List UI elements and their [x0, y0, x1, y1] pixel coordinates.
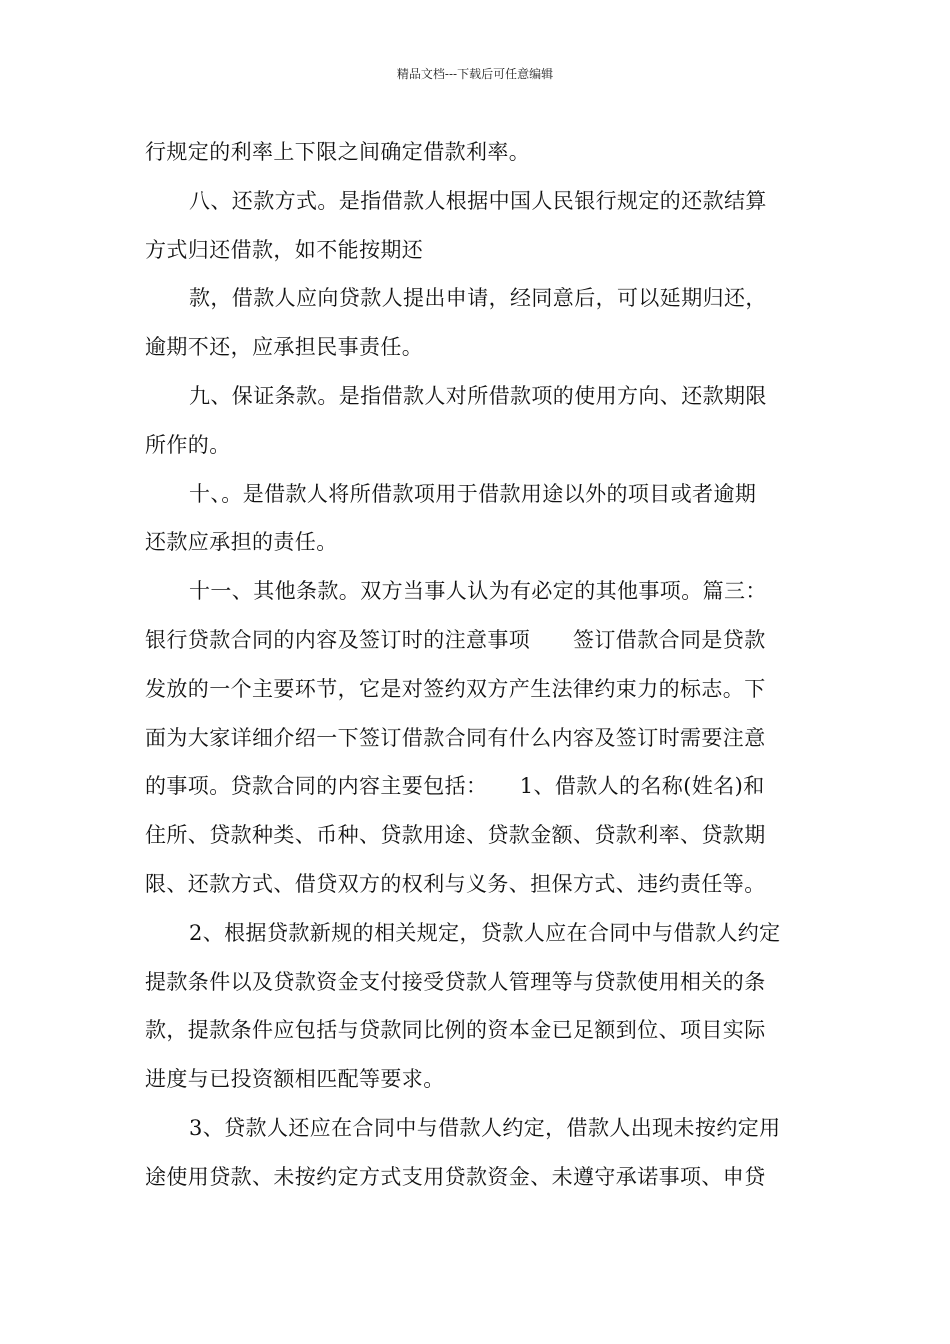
text-line: 途使用贷款、未按约定方式支用贷款资金、未遵守承诺事项、申贷: [145, 1164, 766, 1189]
text-line: 十一、其他条款。双方当事人认为有必定的其他事项。篇三：: [189, 579, 767, 604]
text-line: 还款应承担的责任。: [145, 530, 338, 555]
text-line: 逾期不还，应承担民事责任。: [145, 335, 424, 360]
text-line: 行规定的利率上下限之间确定借款利率。: [145, 140, 531, 164]
text-line: 所作的。: [145, 432, 231, 457]
text-line: 面为大家详细介绍一下签订借款合同有什么内容及签订时需要注意: [145, 725, 766, 750]
text-line: 提款条件以及贷款资金支付接受贷款人管理等与贷款使用相关的条: [145, 969, 766, 994]
text-line: 2、根据贷款新规的相关规定，贷款人应在合同中与借款人约定: [189, 920, 781, 945]
text-line: 的事项。贷款合同的内容主要包括： 1、借款人的名称(姓名)和: [145, 774, 765, 799]
text-line: 款，提款条件应包括与贷款同比例的资本金已足额到位、项目实际: [145, 1018, 766, 1043]
text-line: 方式归还借款，如不能按期还: [145, 237, 424, 262]
text-line: 八、还款方式。是指借款人根据中国人民银行规定的还款结算: [189, 188, 767, 213]
text-line: 十、。是借款人将所借款项用于借款用途以外的项目或者逾期: [189, 481, 757, 506]
document-body: [145, 128, 807, 1202]
text-line: 限、还款方式、借贷双方的权利与义务、担保方式、违约责任等。: [145, 871, 766, 896]
text-line: 银行贷款合同的内容及签订时的注意事项 签订借款合同是贷款: [145, 627, 766, 652]
text-line: 九、保证条款。是指借款人对所借款项的使用方向、还款期限: [189, 383, 767, 408]
text-line: 发放的一个主要环节，它是对签约双方产生法律约束力的标志。下: [145, 676, 766, 701]
text-line: 进度与已投资额相匹配等要求。: [145, 1067, 445, 1092]
text-line: 款，借款人应向贷款人提出申请，经同意后，可以延期归还，: [189, 286, 767, 311]
page-header: 精品文档---下载后可任意编辑: [396, 67, 554, 81]
text-line: 3、贷款人还应在合同中与借款人约定，借款人出现未按约定用: [189, 1115, 781, 1140]
text-line: 住所、贷款种类、币种、贷款用途、贷款金额、贷款利率、贷款期: [145, 823, 766, 848]
